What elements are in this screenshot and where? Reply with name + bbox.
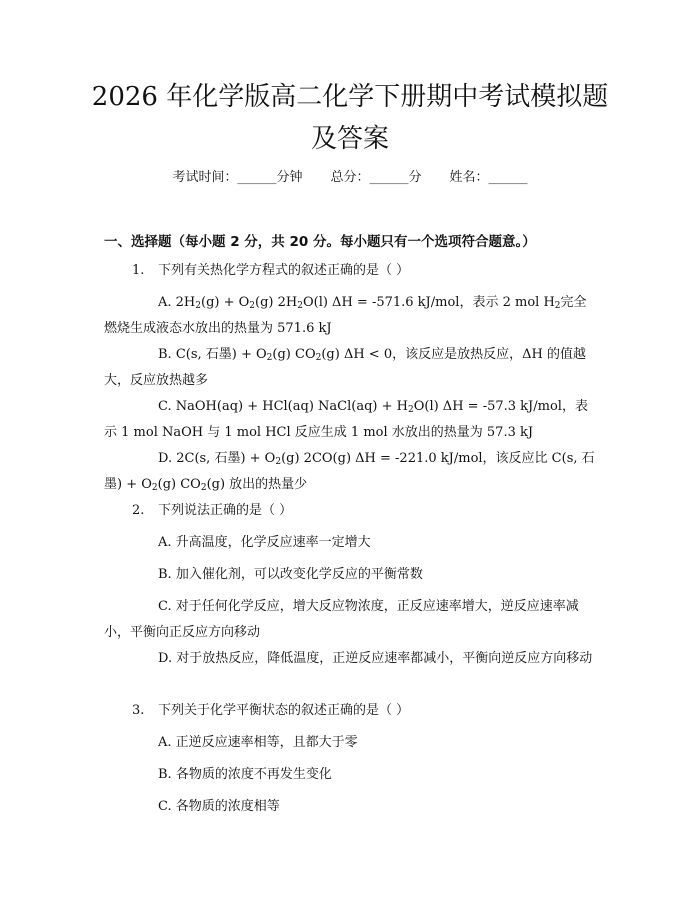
q1-option-c: C. NaOH(aq) + HCl(aq) NaCl(aq) + $H_2O(l) \Delta H = -57.3$ kJ/mol，表示 1 mol NaOH 与 1 mol HCl 反应生成 1 mol 水放出的热量为 57.3 kJ — [104, 399, 588, 440]
question-number: 2. — [132, 503, 145, 518]
document-title — [60, 76, 640, 160]
title-line-1: 2026 年化学版高二化学下册期中考试模拟题 — [91, 82, 609, 112]
exam-meta — [0, 168, 700, 188]
section-heading: 一、选择题（每小题 2 分，共 20 分。每小题只有一个选项符合题意。） — [104, 234, 536, 250]
student-name: 姓名：______ — [449, 170, 528, 185]
q3-option-b: B. 各物质的浓度不再发生变化 — [158, 767, 332, 782]
question-number: 3. — [132, 703, 145, 718]
question-stem: 下列关于化学平衡状态的叙述正确的是（ ） — [158, 703, 410, 718]
q3-option-a: A. 正逆反应速率相等，且都大于零 — [158, 735, 358, 750]
title-line-2: 及答案 — [310, 124, 389, 154]
q1-option-a: A. $2H_2(g) + O_2(g)$ $2H_2O(l) \Delta H = -571.6$ kJ/mol，表示 2 mol $H_2$完全燃烧生成液态水放出的热量为 571.6 kJ — [104, 295, 587, 336]
question-stem: 下列说法正确的是（ ） — [158, 503, 293, 518]
exam-time: 考试时间：______分钟 — [172, 170, 303, 185]
question-2 — [132, 498, 292, 524]
question-stem: 下列有关热化学方程式的叙述正确的是（ ） — [158, 263, 410, 278]
q2-option-c: C. 对于任何化学反应，增大反应物浓度，正反应速率增大，逆反应速率减小，平衡向正反应方向移动 — [104, 599, 579, 640]
q3-option-c: C. 各物质的浓度相等 — [158, 799, 280, 814]
q1-option-b: B. C(s, 石墨) + $O_2(g)$ $CO_2(g) \Delta H < 0$，该反应是放热反应，ΔH 的值越大，反应放热越多 — [104, 347, 586, 388]
total-score: 总分：______分 — [330, 170, 422, 185]
q2-option-d: D. 对于放热反应，降低温度，正逆反应速率都减小，平衡向逆反应方向移动 — [158, 651, 593, 666]
q2-option-a: A. 升高温度，化学反应速率一定增大 — [158, 535, 371, 550]
q2-option-b: B. 加入催化剂，可以改变化学反应的平衡常数 — [158, 567, 423, 582]
question-3 — [132, 698, 409, 724]
question-number: 1. — [132, 263, 145, 278]
q1-option-d: D. 2C(s, 石墨) + $O_2(g)$ 2CO(g) ΔH = -221.0 kJ/mol，该反应比 C(s, 石墨) + $O_2(g)$ $CO_2(g)$ 放出的热量少 — [104, 451, 595, 493]
question-1 — [132, 258, 409, 284]
